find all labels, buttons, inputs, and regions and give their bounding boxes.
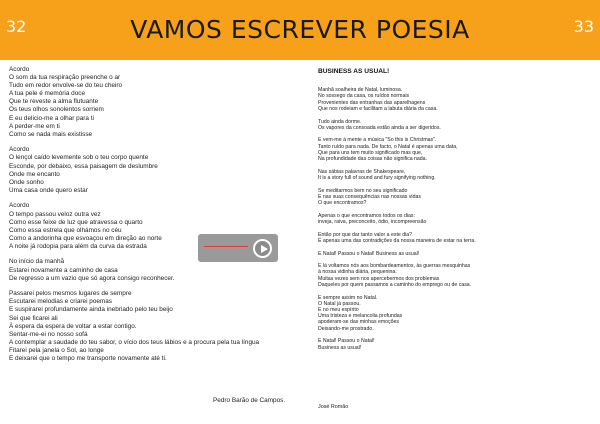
poem-line: E lá voltamos nós aos bombardeamentos, às guerras mesquinhas xyxy=(318,263,471,270)
poem-line: E vem-me à mente a música "So this is Christmas". xyxy=(318,137,437,144)
poem-line: Passarei pelos mesmos lugares de sempre xyxy=(9,290,132,298)
poem-line: Sentar-me-ei no nosso sofá xyxy=(9,330,88,338)
poem-line: Nas sábias palavras de Shakespeare, xyxy=(318,168,406,175)
poem-line: Como a andorinha que esvoaçou em direção ao norte xyxy=(9,234,162,242)
poem-line: Que nos rodeiam e facilitam a labuta diária da casa. xyxy=(318,105,438,112)
poem-line: Que para uns tem muito significado mas que, xyxy=(318,149,423,156)
poem-line: No sossego da casa, os ruídos normais xyxy=(318,93,410,100)
poem-line: A noite já rodopia para além da curva da estrada xyxy=(9,242,147,250)
stanza xyxy=(318,119,598,131)
stanza xyxy=(318,169,598,181)
poem-line: A perder-me em ti xyxy=(9,122,60,130)
poem-line: It is a story full of sound and fury signifying nothing. xyxy=(318,174,436,181)
poem-line: E Natal! Passou o Natal! Business as usual! xyxy=(318,250,420,257)
right-poem xyxy=(318,66,598,357)
poem-line: Fitarei pela janela o Sol, ao longe xyxy=(9,346,104,354)
stanza xyxy=(318,251,598,257)
poem-line: O Natal já passou. xyxy=(318,300,361,307)
poem-line: Tanto ruído para nada. De facto, o Natal é apenas uma data, xyxy=(318,143,458,150)
poem-line: Deixando-me prostrado. xyxy=(318,325,374,332)
stanza xyxy=(318,137,598,162)
poem-line: à nossa vidinha diária, pequenina. xyxy=(318,269,397,276)
poem-line: Tudo ainda dorme. xyxy=(318,118,362,125)
poem-line: E Natal! Passou o Natal! xyxy=(318,338,375,345)
poem-line: E nas suas consequências nas nossas vidas xyxy=(318,193,421,200)
poem-line: Os vapores da consoada estão ainda a ser digeridos. xyxy=(318,124,441,131)
poem-line: E deixarei que o tempo me transporte novamente até ti. xyxy=(9,355,167,362)
stanza xyxy=(318,232,598,244)
poem-line: Os teus olhos sonolentos sorriem xyxy=(9,106,104,114)
poem-line: Sei que ficarei ali xyxy=(9,314,58,322)
poem-line: A tua pele é memória doce xyxy=(9,90,86,98)
poem-line: Onde sonho xyxy=(9,178,44,186)
stanza xyxy=(9,66,299,139)
video-player[interactable] xyxy=(198,234,278,262)
left-poem-author: Pedro Barão de Campos. xyxy=(213,397,286,404)
video-progress-bar[interactable] xyxy=(204,246,248,247)
right-poem-author: José Romão xyxy=(318,404,349,410)
poem-line: Como essa estrela que olhámos no céu xyxy=(9,226,122,234)
poem-line: E no meu espírito xyxy=(318,306,359,313)
play-icon xyxy=(261,245,268,253)
stanza xyxy=(9,258,299,282)
poem-line: Na profundidade das coisas não significa nada. xyxy=(318,156,428,163)
stanza xyxy=(318,87,598,112)
poem-line: Escutarei melodias e criarei poemas xyxy=(9,298,113,306)
page-number-left: 32 xyxy=(6,17,27,36)
poem-line: Business as usual! xyxy=(318,344,362,351)
poem-line: inveja, raiva, preconceito, ódio, incompreensão xyxy=(318,218,427,225)
poem-line: O que encontramos? xyxy=(318,200,367,207)
poem-line: Estarei novamente a caminho de casa xyxy=(9,266,118,274)
poem-line: Onde me encanto xyxy=(9,170,60,178)
poem-line: Daqueles por quem passamos a caminho do emprego ou de casa. xyxy=(318,281,472,288)
page-header xyxy=(0,0,600,60)
poem-line: Tudo em redor envolve-se do teu cheiro xyxy=(9,82,123,90)
poem-line: Então por que dar tanto valor a este dia? xyxy=(318,231,413,238)
poem-line: Como se nada mais existisse xyxy=(9,130,93,138)
page-number-right: 33 xyxy=(573,17,594,36)
poem-line: apoderam-se das minhas emoções xyxy=(318,319,400,326)
poem-line: Se meditarmos bem no seu significado xyxy=(318,187,408,194)
poem-line: Manhã soalheira de Natal, luminosa. xyxy=(318,87,403,94)
left-poem xyxy=(9,66,299,371)
page-title: VAMOS ESCREVER POESIA xyxy=(130,15,470,44)
play-button[interactable] xyxy=(253,239,272,258)
poem-line: E suspirarei profundamente ainda inebriado pelo teu beijo xyxy=(9,306,173,314)
poem-line: Acordo xyxy=(9,146,30,154)
poem-line: Provenientes das entranhas das aparelhagens xyxy=(318,99,426,106)
poem-line: A contemplar a saudade do teu sabor, o vício dos teus lábios e a procura pela tua língua xyxy=(9,338,260,346)
poem-line: No início da manhã xyxy=(9,258,65,266)
poem-line: Uma tristeza e melancolia profundas xyxy=(318,313,403,320)
poem-line: O tempo passou veloz outra vez xyxy=(9,210,101,218)
right-poem-title: BUSINESS AS USUAL! xyxy=(318,68,390,75)
poem-line: Acordo xyxy=(9,202,30,210)
poem-line: De regresso a um vazio que só agora consigo reconhecer. xyxy=(9,274,175,282)
poem-line: E sempre assim no Natal. xyxy=(318,294,378,301)
poem-line: Acordo xyxy=(9,66,30,73)
stanza xyxy=(318,295,598,332)
poem-line: É apenas uma das contradições da nossa maneira de estar na terra. xyxy=(318,237,476,244)
poem-line: Uma casa onde quero estar xyxy=(9,186,88,194)
poem-line: Como esse feixe de luz que atravessa o quarto xyxy=(9,218,143,226)
poem-line: À espera da espera de voltar a estar contigo. xyxy=(9,322,137,330)
stanza xyxy=(9,290,299,363)
poem-line: Que te reveste a alma flutuante xyxy=(9,98,99,106)
poem-line: O som da tua respiração preenche o ar xyxy=(9,74,121,82)
poem-line: O lençol caído levemente sob o teu corpo quente xyxy=(9,154,149,162)
stanza xyxy=(318,338,598,350)
poem-line: Apenas o que encontramos todos os dias: xyxy=(318,212,415,219)
stanza xyxy=(318,188,598,207)
stanza xyxy=(318,213,598,225)
stanza xyxy=(9,146,299,195)
poem-line: Muitas vezes sem nos apercebermos dos problemas xyxy=(318,275,440,282)
stanza xyxy=(318,263,598,288)
poem-line: E eu delicio-me a olhar para ti xyxy=(9,114,94,122)
poem-line: Esconde, por debaixo, essa paisagem de deslumbre xyxy=(9,162,158,170)
